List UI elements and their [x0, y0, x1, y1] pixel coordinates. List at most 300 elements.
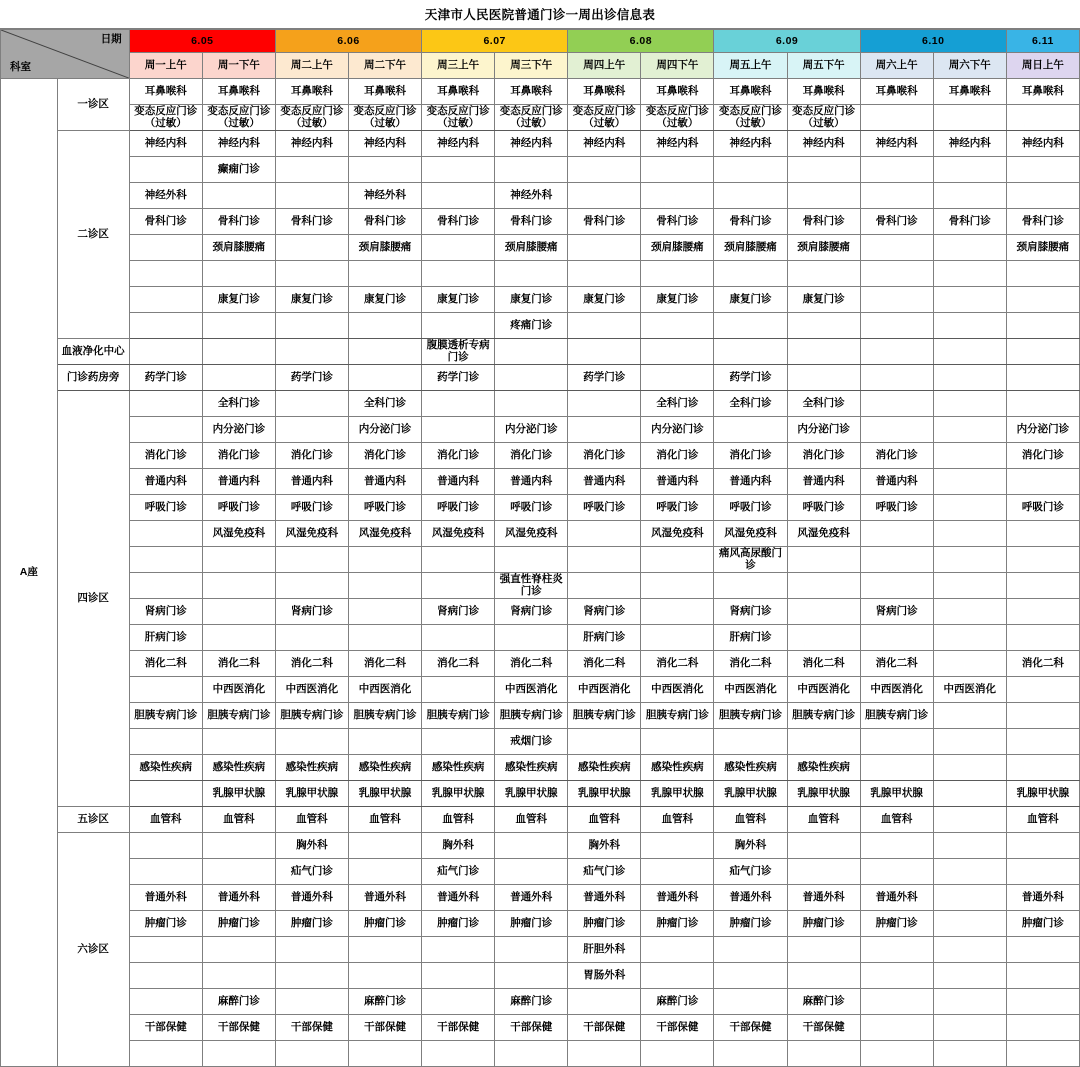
schedule-cell-empty	[860, 183, 933, 209]
shift-header-周三下午: 周三下午	[495, 53, 568, 79]
schedule-cell: 干部保健	[568, 1015, 641, 1041]
table-row	[1, 235, 1080, 261]
date-header-6.11: 6.11	[1006, 30, 1079, 53]
schedule-cell-empty	[422, 729, 495, 755]
schedule-cell: 麻醉门诊	[348, 989, 421, 1015]
schedule-cell-empty	[129, 417, 202, 443]
schedule-cell-empty	[422, 937, 495, 963]
schedule-cell-empty	[933, 885, 1006, 911]
schedule-cell: 消化门诊	[641, 443, 714, 469]
schedule-cell: 感染性疾病	[275, 755, 348, 781]
table-row	[1, 781, 1080, 807]
schedule-cell: 呼吸门诊	[641, 495, 714, 521]
schedule-cell: 神经内科	[275, 131, 348, 157]
schedule-cell: 普通内科	[422, 469, 495, 495]
schedule-cell-empty	[787, 261, 860, 287]
table-row	[1, 625, 1080, 651]
schedule-cell: 呼吸门诊	[1006, 495, 1079, 521]
schedule-cell: 变态反应门诊（过敏）	[275, 105, 348, 131]
schedule-cell: 风湿免疫科	[422, 521, 495, 547]
schedule-cell: 神经内科	[787, 131, 860, 157]
schedule-cell: 骨科门诊	[568, 209, 641, 235]
schedule-cell-empty	[495, 1041, 568, 1067]
schedule-cell-empty	[641, 157, 714, 183]
schedule-cell-empty	[1006, 105, 1079, 131]
schedule-cell: 麻醉门诊	[787, 989, 860, 1015]
schedule-cell: 耳鼻喉科	[422, 79, 495, 105]
schedule-cell-empty	[129, 547, 202, 573]
schedule-cell-empty	[641, 833, 714, 859]
table-row	[1, 209, 1080, 235]
schedule-cell: 全科门诊	[714, 391, 787, 417]
schedule-cell-empty	[275, 261, 348, 287]
schedule-cell: 耳鼻喉科	[641, 79, 714, 105]
schedule-cell: 风湿免疫科	[275, 521, 348, 547]
schedule-cell: 肿瘤门诊	[422, 911, 495, 937]
schedule-cell: 血管科	[641, 807, 714, 833]
table-row	[1, 573, 1080, 599]
schedule-cell: 普通内科	[495, 469, 568, 495]
schedule-cell: 变态反应门诊（过敏）	[422, 105, 495, 131]
schedule-cell-empty	[860, 261, 933, 287]
table-row	[1, 365, 1080, 391]
schedule-cell: 血管科	[714, 807, 787, 833]
schedule-cell: 疝气门诊	[714, 859, 787, 885]
schedule-cell-empty	[202, 729, 275, 755]
date-header-6.09: 6.09	[714, 30, 860, 53]
schedule-cell: 呼吸门诊	[787, 495, 860, 521]
date-header-6.10: 6.10	[860, 30, 1006, 53]
schedule-cell: 痛风高尿酸门诊	[714, 547, 787, 573]
schedule-cell: 乳腺甲状腺	[860, 781, 933, 807]
schedule-cell-empty	[568, 235, 641, 261]
schedule-cell: 呼吸门诊	[348, 495, 421, 521]
schedule-cell-empty	[1006, 989, 1079, 1015]
schedule-cell-empty	[568, 339, 641, 365]
schedule-cell: 普通外科	[422, 885, 495, 911]
schedule-cell-empty	[275, 989, 348, 1015]
table-row	[1, 339, 1080, 365]
schedule-cell: 全科门诊	[641, 391, 714, 417]
schedule-cell: 神经内科	[422, 131, 495, 157]
schedule-cell-empty	[860, 235, 933, 261]
schedule-cell: 呼吸门诊	[495, 495, 568, 521]
table-row	[1, 131, 1080, 157]
schedule-cell-empty	[275, 183, 348, 209]
schedule-cell: 血管科	[275, 807, 348, 833]
shift-header-周四下午: 周四下午	[641, 53, 714, 79]
schedule-cell-empty	[787, 365, 860, 391]
schedule-cell: 感染性疾病	[568, 755, 641, 781]
schedule-cell: 胆胰专病门诊	[202, 703, 275, 729]
schedule-cell-empty	[495, 365, 568, 391]
schedule-cell: 血管科	[1006, 807, 1079, 833]
schedule-cell-empty	[422, 625, 495, 651]
schedule-cell: 肿瘤门诊	[568, 911, 641, 937]
schedule-cell: 乳腺甲状腺	[495, 781, 568, 807]
schedule-cell: 肾病门诊	[714, 599, 787, 625]
schedule-cell-empty	[860, 365, 933, 391]
schedule-cell-empty	[348, 833, 421, 859]
schedule-cell: 感染性疾病	[202, 755, 275, 781]
schedule-cell: 神经内科	[568, 131, 641, 157]
table-row	[1, 729, 1080, 755]
schedule-cell: 胃肠外科	[568, 963, 641, 989]
schedule-cell: 普通外科	[787, 885, 860, 911]
schedule-cell-empty	[933, 781, 1006, 807]
schedule-cell-empty	[1006, 677, 1079, 703]
table-row	[1, 833, 1080, 859]
schedule-cell: 呼吸门诊	[275, 495, 348, 521]
schedule-cell: 颈肩膝腰痛	[787, 235, 860, 261]
schedule-cell-empty	[129, 1041, 202, 1067]
table-row	[1, 807, 1080, 833]
schedule-cell: 消化门诊	[860, 443, 933, 469]
schedule-cell: 普通内科	[787, 469, 860, 495]
schedule-cell: 康复门诊	[568, 287, 641, 313]
schedule-cell: 胆胰专病门诊	[348, 703, 421, 729]
schedule-cell-empty	[641, 1041, 714, 1067]
schedule-cell-empty	[568, 313, 641, 339]
schedule-cell-empty	[933, 703, 1006, 729]
table-row	[1, 599, 1080, 625]
schedule-cell-empty	[275, 573, 348, 599]
schedule-cell-empty	[129, 157, 202, 183]
schedule-cell: 麻醉门诊	[641, 989, 714, 1015]
schedule-cell-empty	[495, 547, 568, 573]
schedule-cell-empty	[568, 391, 641, 417]
schedule-cell-empty	[1006, 1041, 1079, 1067]
schedule-cell-empty	[714, 261, 787, 287]
schedule-cell-empty	[495, 937, 568, 963]
schedule-cell: 耳鼻喉科	[275, 79, 348, 105]
schedule-cell: 康复门诊	[495, 287, 568, 313]
schedule-cell: 麻醉门诊	[495, 989, 568, 1015]
schedule-cell-empty	[860, 105, 933, 131]
schedule-cell: 肝胆外科	[568, 937, 641, 963]
schedule-cell: 消化二科	[568, 651, 641, 677]
schedule-cell-empty	[129, 391, 202, 417]
schedule-cell-empty	[202, 547, 275, 573]
schedule-cell-empty	[933, 547, 1006, 573]
schedule-cell: 风湿免疫科	[714, 521, 787, 547]
page-title: 天津市人民医院普通门诊一周出诊信息表	[424, 8, 656, 22]
schedule-cell: 颈肩膝腰痛	[202, 235, 275, 261]
schedule-cell: 疝气门诊	[275, 859, 348, 885]
schedule-cell-empty	[714, 417, 787, 443]
schedule-cell: 胆胰专病门诊	[422, 703, 495, 729]
schedule-cell: 耳鼻喉科	[348, 79, 421, 105]
schedule-cell: 血管科	[422, 807, 495, 833]
schedule-cell: 神经内科	[495, 131, 568, 157]
schedule-cell: 普通外科	[275, 885, 348, 911]
schedule-cell-empty	[860, 859, 933, 885]
schedule-cell: 胸外科	[422, 833, 495, 859]
schedule-cell-empty	[1006, 313, 1079, 339]
shift-header-周一下午: 周一下午	[202, 53, 275, 79]
schedule-cell: 腹膜透析专病门诊	[422, 339, 495, 365]
schedule-cell-empty	[1006, 157, 1079, 183]
table-row	[1, 1041, 1080, 1067]
clinic-area-血液净化中心: 血液净化中心	[57, 339, 129, 365]
shift-header-周日上午: 周日上午	[1006, 53, 1079, 79]
schedule-cell-empty	[495, 157, 568, 183]
schedule-cell: 普通外科	[495, 885, 568, 911]
schedule-cell-empty	[787, 1041, 860, 1067]
schedule-cell-empty	[787, 183, 860, 209]
schedule-cell: 血管科	[787, 807, 860, 833]
table-row	[1, 755, 1080, 781]
schedule-cell-empty	[641, 261, 714, 287]
schedule-cell: 耳鼻喉科	[202, 79, 275, 105]
schedule-cell: 普通外科	[202, 885, 275, 911]
schedule-cell-empty	[714, 313, 787, 339]
schedule-cell: 普通外科	[860, 885, 933, 911]
schedule-cell-empty	[202, 339, 275, 365]
schedule-cell: 感染性疾病	[714, 755, 787, 781]
table-row	[1, 1015, 1080, 1041]
schedule-cell: 中西医消化	[495, 677, 568, 703]
schedule-cell: 康复门诊	[202, 287, 275, 313]
schedule-cell-empty	[714, 729, 787, 755]
schedule-cell: 肿瘤门诊	[348, 911, 421, 937]
schedule-cell-empty	[129, 521, 202, 547]
schedule-cell-empty	[568, 521, 641, 547]
schedule-cell: 呼吸门诊	[422, 495, 495, 521]
schedule-cell-empty	[422, 989, 495, 1015]
date-header-6.05: 6.05	[129, 30, 275, 53]
schedule-cell-empty	[275, 937, 348, 963]
schedule-cell: 中西医消化	[202, 677, 275, 703]
table-row	[1, 183, 1080, 209]
schedule-cell: 乳腺甲状腺	[202, 781, 275, 807]
schedule-cell-empty	[933, 261, 1006, 287]
schedule-cell: 康复门诊	[641, 287, 714, 313]
schedule-cell: 康复门诊	[348, 287, 421, 313]
schedule-cell-empty	[495, 859, 568, 885]
schedule-cell: 神经内科	[202, 131, 275, 157]
schedule-cell-empty	[714, 963, 787, 989]
table-row	[1, 937, 1080, 963]
schedule-cell-empty	[202, 833, 275, 859]
schedule-cell: 神经外科	[495, 183, 568, 209]
schedule-cell-empty	[787, 313, 860, 339]
schedule-cell-empty	[641, 365, 714, 391]
schedule-cell-empty	[348, 547, 421, 573]
schedule-cell: 风湿免疫科	[202, 521, 275, 547]
schedule-cell: 干部保健	[202, 1015, 275, 1041]
schedule-cell: 骨科门诊	[933, 209, 1006, 235]
schedule-cell: 变态反应门诊（过敏）	[641, 105, 714, 131]
sheet-title-bar	[0, 0, 1080, 29]
schedule-cell-empty	[275, 729, 348, 755]
schedule-cell: 干部保健	[495, 1015, 568, 1041]
schedule-cell: 肝病门诊	[714, 625, 787, 651]
table-row	[1, 703, 1080, 729]
schedule-cell: 消化门诊	[787, 443, 860, 469]
schedule-cell: 血管科	[202, 807, 275, 833]
schedule-cell-empty	[933, 599, 1006, 625]
schedule-cell-empty	[933, 183, 1006, 209]
schedule-cell-empty	[568, 989, 641, 1015]
schedule-cell-empty	[348, 729, 421, 755]
schedule-cell: 干部保健	[422, 1015, 495, 1041]
table-row	[1, 885, 1080, 911]
clinic-area-二诊区: 二诊区	[57, 131, 129, 339]
schedule-cell-empty	[348, 157, 421, 183]
schedule-cell-empty	[202, 963, 275, 989]
schedule-cell: 颈肩膝腰痛	[1006, 235, 1079, 261]
shift-header-周五上午: 周五上午	[714, 53, 787, 79]
schedule-cell: 药学门诊	[422, 365, 495, 391]
schedule-cell-empty	[1006, 833, 1079, 859]
schedule-cell-empty	[568, 573, 641, 599]
schedule-cell: 中西医消化	[348, 677, 421, 703]
date-header-row	[1, 30, 1080, 53]
date-header-6.08: 6.08	[568, 30, 714, 53]
schedule-cell: 普通内科	[275, 469, 348, 495]
schedule-cell: 肿瘤门诊	[275, 911, 348, 937]
schedule-cell-empty	[860, 755, 933, 781]
schedule-cell-empty	[129, 313, 202, 339]
schedule-cell-empty	[275, 391, 348, 417]
schedule-cell-empty	[714, 157, 787, 183]
schedule-cell: 肿瘤门诊	[714, 911, 787, 937]
schedule-cell-empty	[275, 963, 348, 989]
schedule-cell: 消化门诊	[275, 443, 348, 469]
schedule-cell: 耳鼻喉科	[568, 79, 641, 105]
schedule-cell: 胆胰专病门诊	[275, 703, 348, 729]
schedule-cell: 消化二科	[1006, 651, 1079, 677]
clinic-area-四诊区: 四诊区	[57, 391, 129, 807]
schedule-cell: 神经外科	[348, 183, 421, 209]
schedule-cell-empty	[860, 989, 933, 1015]
schedule-cell-empty	[1006, 599, 1079, 625]
schedule-cell: 中西医消化	[860, 677, 933, 703]
schedule-cell: 胆胰专病门诊	[641, 703, 714, 729]
schedule-cell-empty	[202, 573, 275, 599]
schedule-cell: 普通外科	[1006, 885, 1079, 911]
schedule-cell-empty	[422, 261, 495, 287]
schedule-cell: 颈肩膝腰痛	[641, 235, 714, 261]
schedule-cell-empty	[568, 261, 641, 287]
schedule-cell-empty	[568, 157, 641, 183]
schedule-cell-empty	[860, 313, 933, 339]
schedule-cell-empty	[275, 417, 348, 443]
schedule-cell-empty	[495, 339, 568, 365]
schedule-cell-empty	[422, 417, 495, 443]
schedule-cell: 耳鼻喉科	[933, 79, 1006, 105]
schedule-cell: 康复门诊	[787, 287, 860, 313]
schedule-cell: 普通内科	[129, 469, 202, 495]
schedule-cell: 强直性脊柱炎门诊	[495, 573, 568, 599]
schedule-cell-empty	[129, 235, 202, 261]
schedule-cell-empty	[933, 521, 1006, 547]
schedule-cell: 癫痫门诊	[202, 157, 275, 183]
schedule-cell: 感染性疾病	[422, 755, 495, 781]
schedule-cell-empty	[202, 937, 275, 963]
schedule-cell-empty	[1006, 365, 1079, 391]
schedule-cell: 肿瘤门诊	[641, 911, 714, 937]
schedule-cell-empty	[1006, 521, 1079, 547]
schedule-cell: 乳腺甲状腺	[714, 781, 787, 807]
schedule-cell: 消化门诊	[714, 443, 787, 469]
table-row	[1, 547, 1080, 573]
shift-header-周六下午: 周六下午	[933, 53, 1006, 79]
schedule-cell-empty	[1006, 1015, 1079, 1041]
schedule-cell-empty	[568, 417, 641, 443]
schedule-cell: 肾病门诊	[568, 599, 641, 625]
schedule-cell-empty	[714, 573, 787, 599]
schedule-cell: 普通外科	[714, 885, 787, 911]
schedule-cell-empty	[495, 963, 568, 989]
schedule-cell-empty	[348, 261, 421, 287]
schedule-cell: 变态反应门诊（过敏）	[787, 105, 860, 131]
schedule-cell: 呼吸门诊	[202, 495, 275, 521]
table-row	[1, 469, 1080, 495]
schedule-cell: 康复门诊	[422, 287, 495, 313]
clinic-area-门诊药房旁: 门诊药房旁	[57, 365, 129, 391]
schedule-cell: 中西医消化	[641, 677, 714, 703]
schedule-cell-empty	[641, 599, 714, 625]
schedule-cell: 内分泌门诊	[348, 417, 421, 443]
schedule-cell: 变态反应门诊（过敏）	[495, 105, 568, 131]
schedule-cell: 消化二科	[495, 651, 568, 677]
table-row	[1, 677, 1080, 703]
schedule-cell: 中西医消化	[275, 677, 348, 703]
schedule-cell: 疼痛门诊	[495, 313, 568, 339]
schedule-cell: 感染性疾病	[348, 755, 421, 781]
schedule-cell-empty	[348, 937, 421, 963]
schedule-cell-empty	[202, 599, 275, 625]
schedule-cell: 干部保健	[641, 1015, 714, 1041]
schedule-cell-empty	[787, 963, 860, 989]
clinic-area-一诊区: 一诊区	[57, 79, 129, 131]
schedule-cell: 胆胰专病门诊	[714, 703, 787, 729]
schedule-cell: 感染性疾病	[787, 755, 860, 781]
table-row	[1, 651, 1080, 677]
schedule-cell-empty	[348, 313, 421, 339]
schedule-cell: 干部保健	[275, 1015, 348, 1041]
schedule-cell: 消化二科	[129, 651, 202, 677]
schedule-cell-empty	[933, 755, 1006, 781]
schedule-cell: 乳腺甲状腺	[568, 781, 641, 807]
table-row	[1, 313, 1080, 339]
schedule-cell: 胆胰专病门诊	[495, 703, 568, 729]
schedule-cell: 全科门诊	[202, 391, 275, 417]
schedule-cell-empty	[129, 963, 202, 989]
shift-header-周六上午: 周六上午	[860, 53, 933, 79]
schedule-cell-empty	[495, 625, 568, 651]
schedule-cell: 神经内科	[641, 131, 714, 157]
schedule-cell: 中西医消化	[568, 677, 641, 703]
schedule-cell-empty	[641, 313, 714, 339]
schedule-cell-empty	[787, 547, 860, 573]
schedule-cell-empty	[202, 625, 275, 651]
schedule-cell-empty	[933, 651, 1006, 677]
schedule-cell-empty	[860, 963, 933, 989]
schedule-cell-empty	[1006, 729, 1079, 755]
table-row	[1, 521, 1080, 547]
schedule-cell: 乳腺甲状腺	[641, 781, 714, 807]
schedule-cell: 神经内科	[860, 131, 933, 157]
schedule-cell-empty	[860, 1041, 933, 1067]
schedule-cell-empty	[860, 625, 933, 651]
schedule-cell: 药学门诊	[568, 365, 641, 391]
schedule-cell-empty	[495, 833, 568, 859]
schedule-cell-empty	[641, 625, 714, 651]
schedule-cell-empty	[202, 313, 275, 339]
